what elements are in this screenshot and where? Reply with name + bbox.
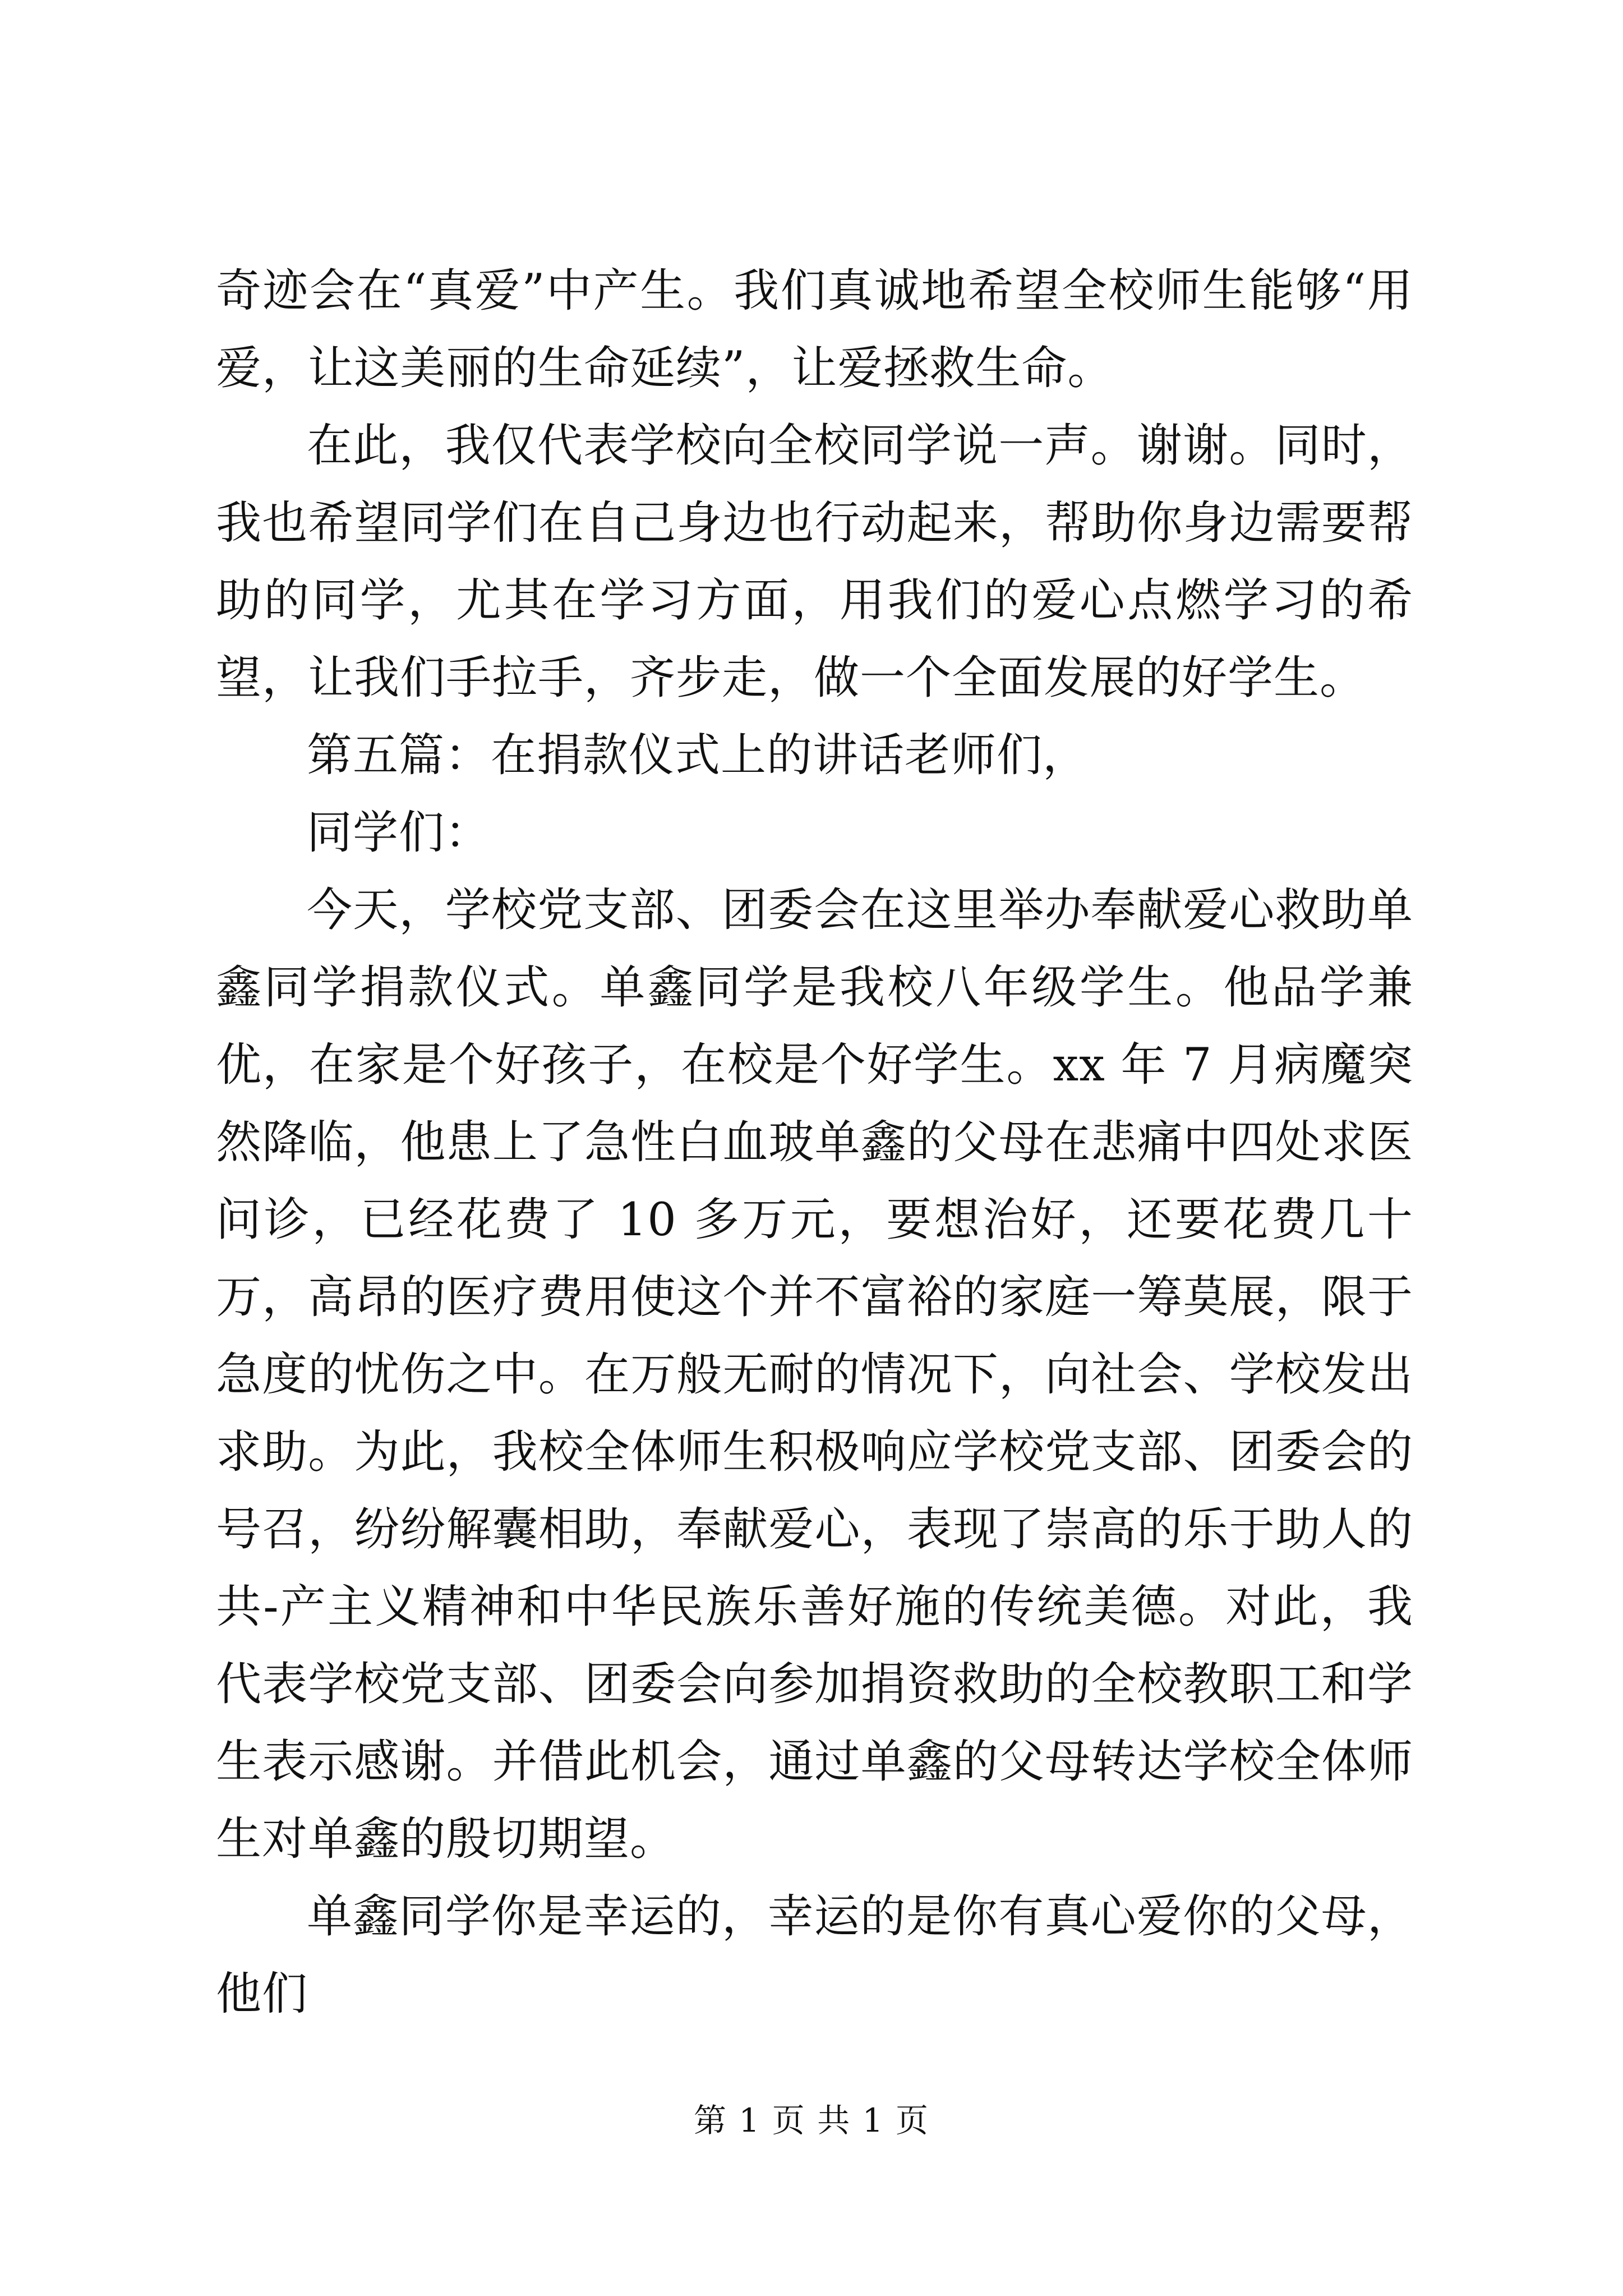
paragraph-2: 在此，我仅代表学校向全校同学说一声。谢谢。同时，我也希望同学们在自己身边也行动起来，帮助你身边需要帮助的同学，尤其在学习方面，用我们的爱心点燃学习的希望，让我们手拉手，齐步走，做一个全面发展的好学生。	[216, 420, 1413, 705]
paragraph-1: 奇迹会在“真爱”中产生。我们真诚地希望全校师生能够“用爱，让这美丽的生命延续”，让爱拯救生命。	[216, 265, 1413, 395]
salutation: 同学们：	[307, 807, 491, 859]
page-footer: 第 1 页 共 1 页	[694, 2101, 929, 2139]
paragraph-5: 今天，学校党支部、团委会在这里举办奉献爱心救助单鑫同学捐款仪式。单鑫同学是我校八年级学生。他品学兼优，在家是个好孩子，在校是个好学生。xx 年 7 月病魔突然降临，他患上了急性白血玻单鑫的父母在悲痛中四处求医问诊，已经花费了 10 多万元，要想治好，还要花费几十万，高昂的医疗费用使这个并不富裕的家庭一筹莫展，限于急度的忧伤之中。在万般无耐的情况下，向社会、学校发出求助。为此，我校全体师生积极响应学校党支部、团委会的号召，纷纷解囊相助，奉献爱心，表现了崇高的乐于助人的共-产主义精神和中华民族乐善好施的传统美德。对此，我代表学校党支部、团委会向参加捐资救助的全校教职工和学生表示感谢。并借此机会，通过单鑫的父母转达学校全体师生对单鑫的殷切期望。	[216, 884, 1413, 1866]
section-heading: 第五篇：在捐款仪式上的讲话老师们，	[307, 729, 1089, 782]
body-text	[216, 252, 1413, 2033]
paragraph-6: 单鑫同学你是幸运的，幸运的是你有真心爱你的父母，他们	[216, 1890, 1413, 2021]
